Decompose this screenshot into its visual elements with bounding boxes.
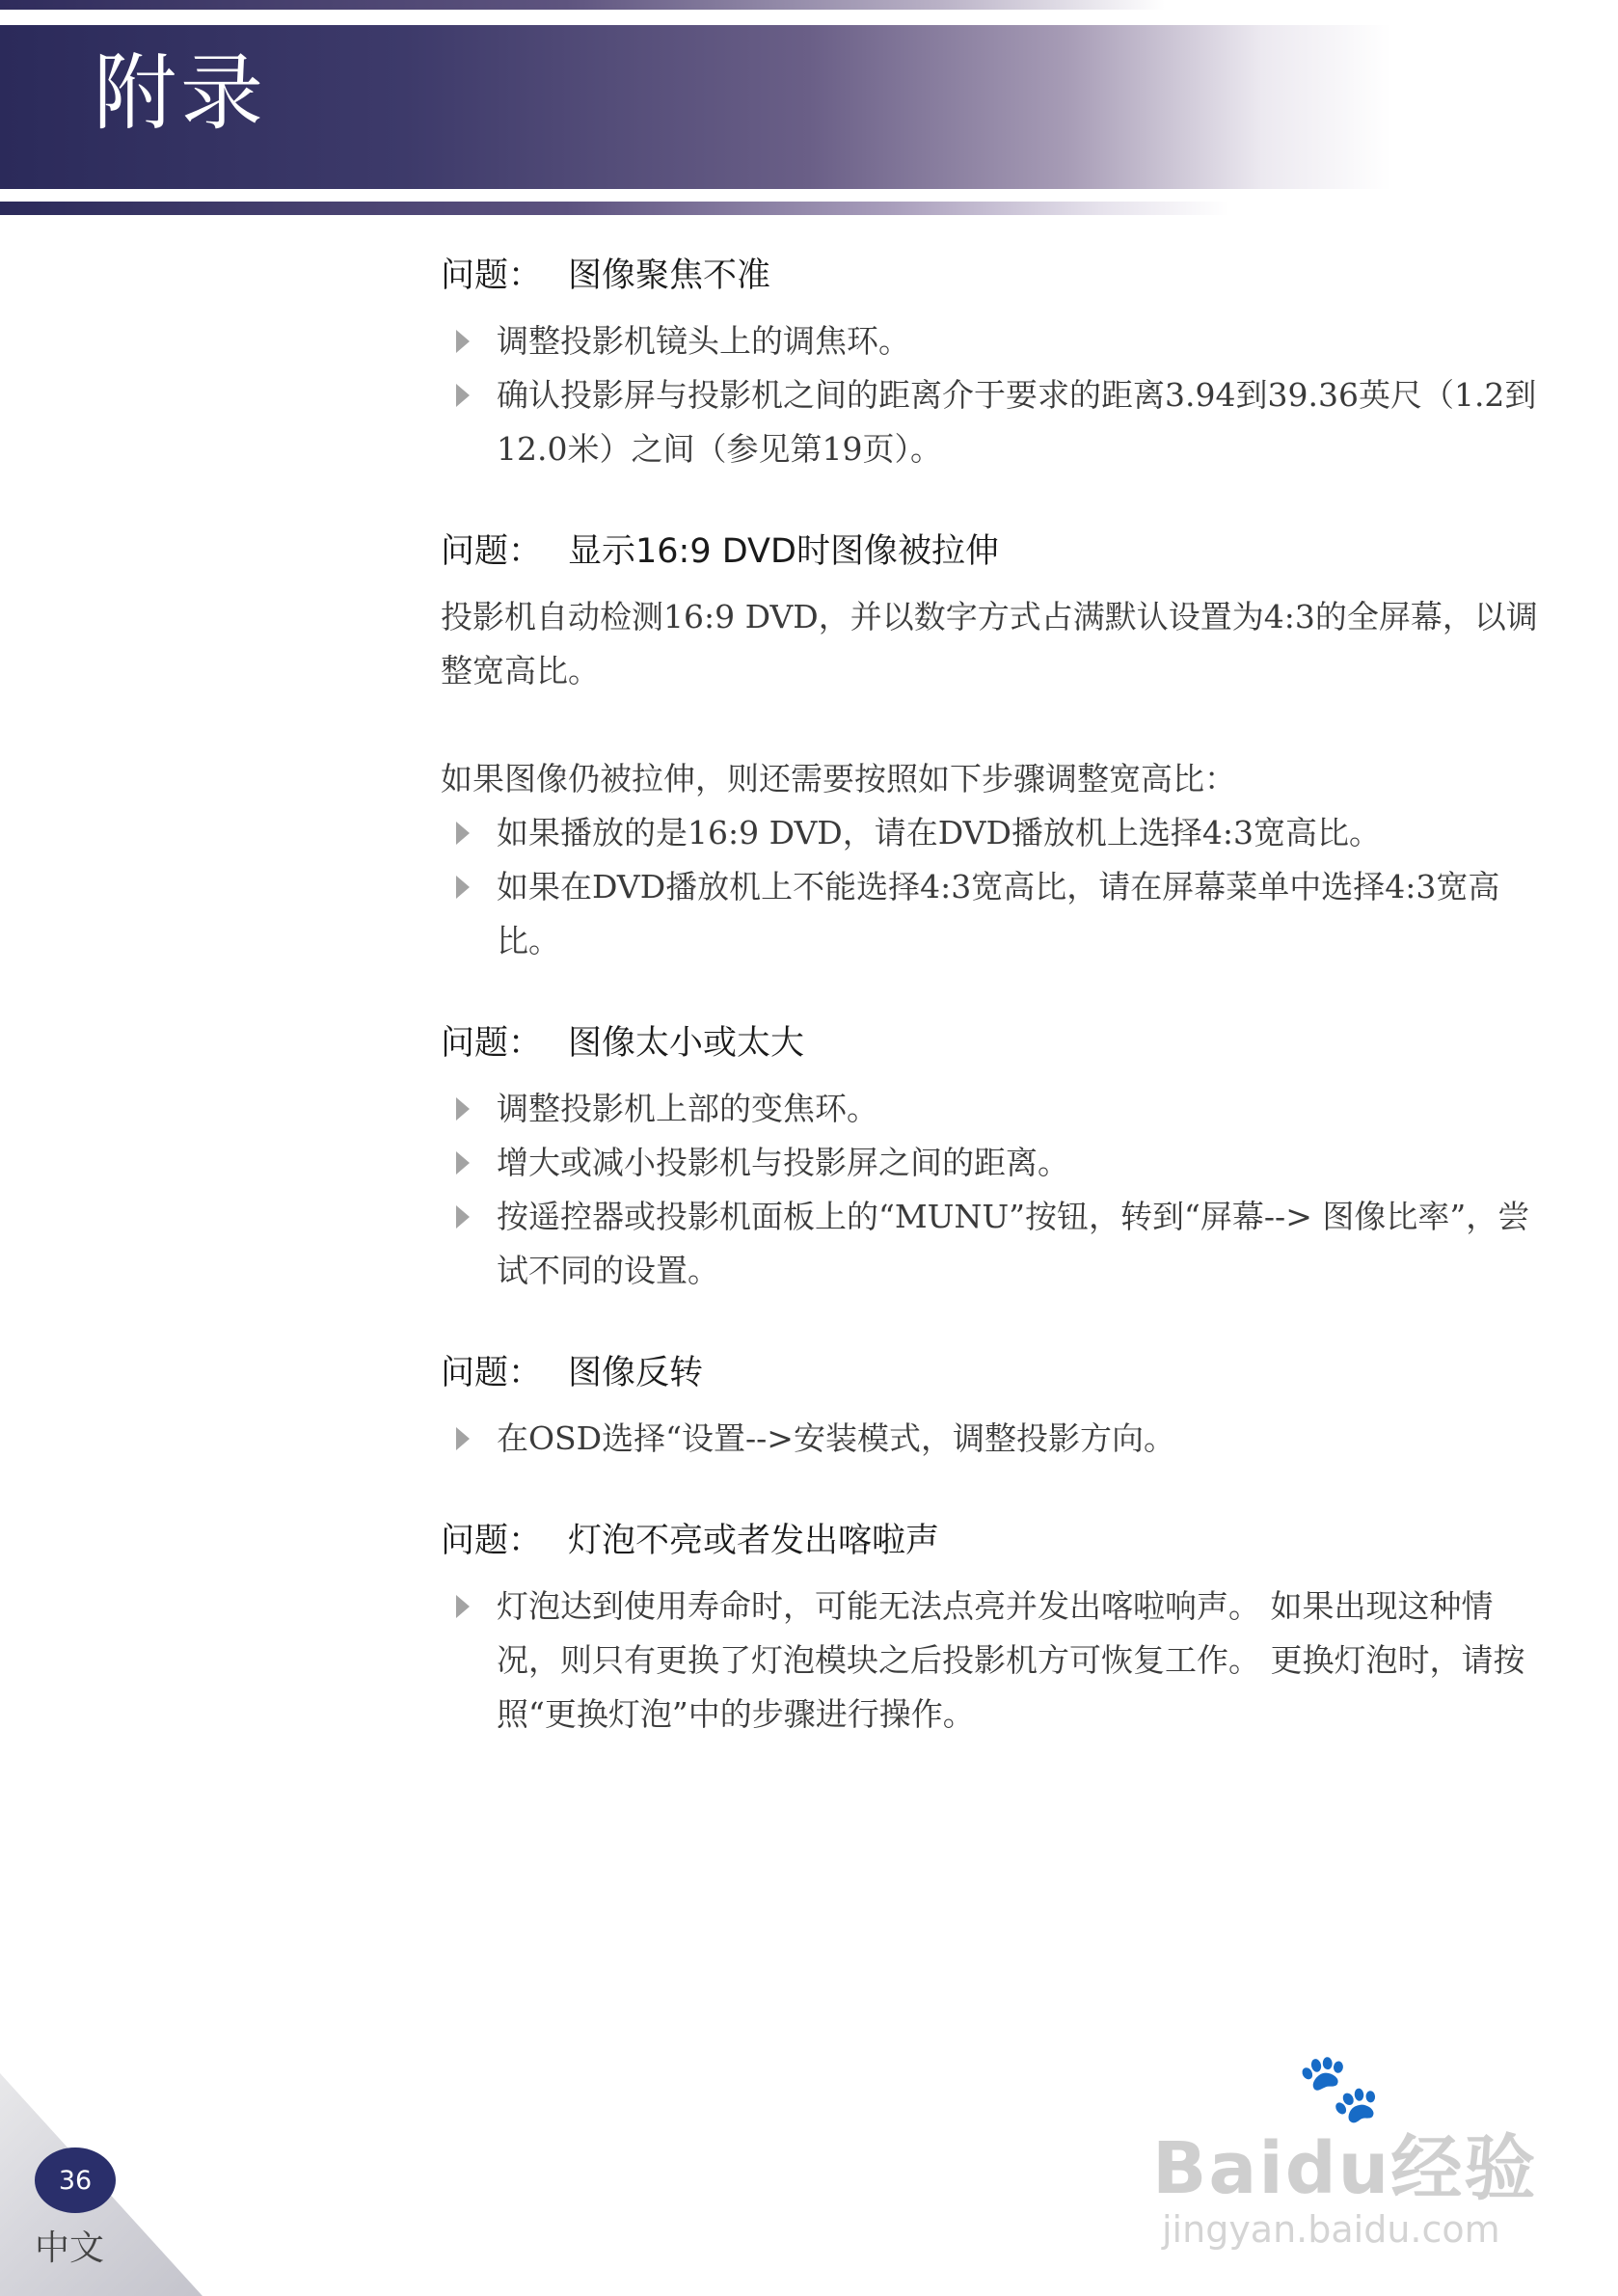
bullet-list (441, 1580, 1540, 1742)
list-item (441, 860, 1540, 968)
faq-section-focus (441, 251, 1540, 476)
triangle-bullet-icon (456, 1595, 470, 1618)
watermark-url: jingyan.baidu.com (1162, 2208, 1500, 2251)
section-heading (441, 1018, 1540, 1068)
list-item (441, 806, 1540, 860)
bullet-list (441, 1082, 1540, 1298)
watermark (1152, 2048, 1538, 2256)
language-label: 中文 (35, 2228, 105, 2268)
bullet-list (441, 314, 1540, 476)
list-item (441, 1136, 1540, 1190)
list-item (441, 1082, 1540, 1136)
triangle-bullet-icon (456, 822, 470, 845)
list-item-text: 确认投影屏与投影机之间的距离介于要求的距离3.94到39.36英尺（1.2到12.0米）之间（参见第19页）。 (497, 376, 1537, 468)
triangle-bullet-icon (456, 1097, 470, 1121)
list-item (441, 314, 1540, 368)
triangle-bullet-icon (456, 876, 470, 899)
triangle-bullet-icon (456, 384, 470, 407)
watermark-brand: Baidu经验 (1152, 2127, 1538, 2210)
question-title: 图像聚焦不准 (568, 257, 771, 295)
header-bottom-rule (0, 202, 1618, 215)
question-label: 问题： (441, 532, 543, 571)
question-label: 问题： (441, 257, 543, 295)
header-top-rule (0, 0, 1618, 10)
triangle-bullet-icon (456, 1151, 470, 1175)
question-label: 问题： (441, 1354, 543, 1392)
list-item-text: 调整投影机上部的变焦环。 (497, 1090, 878, 1127)
question-title: 图像太小或太大 (568, 1024, 805, 1063)
question-label: 问题： (441, 1522, 543, 1560)
triangle-bullet-icon (456, 1205, 470, 1229)
list-item-text: 如果在DVD播放机上不能选择4:3宽高比，请在屏幕菜单中选择4:3宽高比。 (497, 868, 1500, 959)
paragraph: 如果图像仍被拉伸，则还需要按照如下步骤调整宽高比： (441, 760, 1236, 797)
question-label: 问题： (441, 1024, 543, 1063)
list-item-text: 按遥控器或投影机面板上的“MUNU”按钮，转到“屏幕--> 图像比率”，尝试不同的设置。 (497, 1198, 1530, 1289)
faq-section-inverted (441, 1348, 1540, 1466)
list-item-text: 增大或减小投影机与投影屏之间的距离。 (497, 1144, 1069, 1181)
bullet-list (441, 1412, 1540, 1466)
list-item-text: 调整投影机镜头上的调焦环。 (497, 322, 910, 360)
faq-section-size (441, 1018, 1540, 1298)
list-item (441, 1190, 1540, 1298)
paragraph: 投影机自动检测16:9 DVD，并以数字方式占满默认设置为4:3的全屏幕，以调整宽高比。 (441, 598, 1538, 689)
list-item (441, 1580, 1540, 1742)
list-item-text: 灯泡达到使用寿命时，可能无法点亮并发出喀啦响声。 如果出现这种情况，则只有更换了灯泡模块之后投影机方可恢复工作。 更换灯泡时，请按照“更换灯泡”中的步骤进行操作。 (497, 1587, 1525, 1733)
header-band (0, 25, 1618, 189)
triangle-bullet-icon (456, 330, 470, 353)
list-item-text: 如果播放的是16:9 DVD，请在DVD播放机上选择4:3宽高比。 (497, 814, 1382, 851)
page-title: 附录 (94, 45, 267, 142)
paw-icon: 🐾 (1297, 2048, 1382, 2127)
faq-section-lamp (441, 1516, 1540, 1742)
bullet-list (441, 806, 1540, 968)
section-heading (441, 251, 1540, 301)
question-title: 灯泡不亮或者发出喀啦声 (568, 1522, 940, 1560)
question-title: 图像反转 (568, 1354, 704, 1392)
page-number-badge: 36 (35, 2147, 116, 2213)
faq-section-stretched (441, 527, 1540, 968)
list-item-text: 在OSD选择“设置-->安装模式，调整投影方向。 (497, 1419, 1175, 1457)
triangle-bullet-icon (456, 1427, 470, 1450)
section-heading (441, 1348, 1540, 1398)
section-heading (441, 527, 1540, 577)
question-title: 显示16:9 DVD时图像被拉伸 (568, 532, 999, 571)
section-heading (441, 1516, 1540, 1566)
list-item (441, 368, 1540, 476)
main-content (441, 251, 1540, 1792)
list-item (441, 1412, 1540, 1466)
